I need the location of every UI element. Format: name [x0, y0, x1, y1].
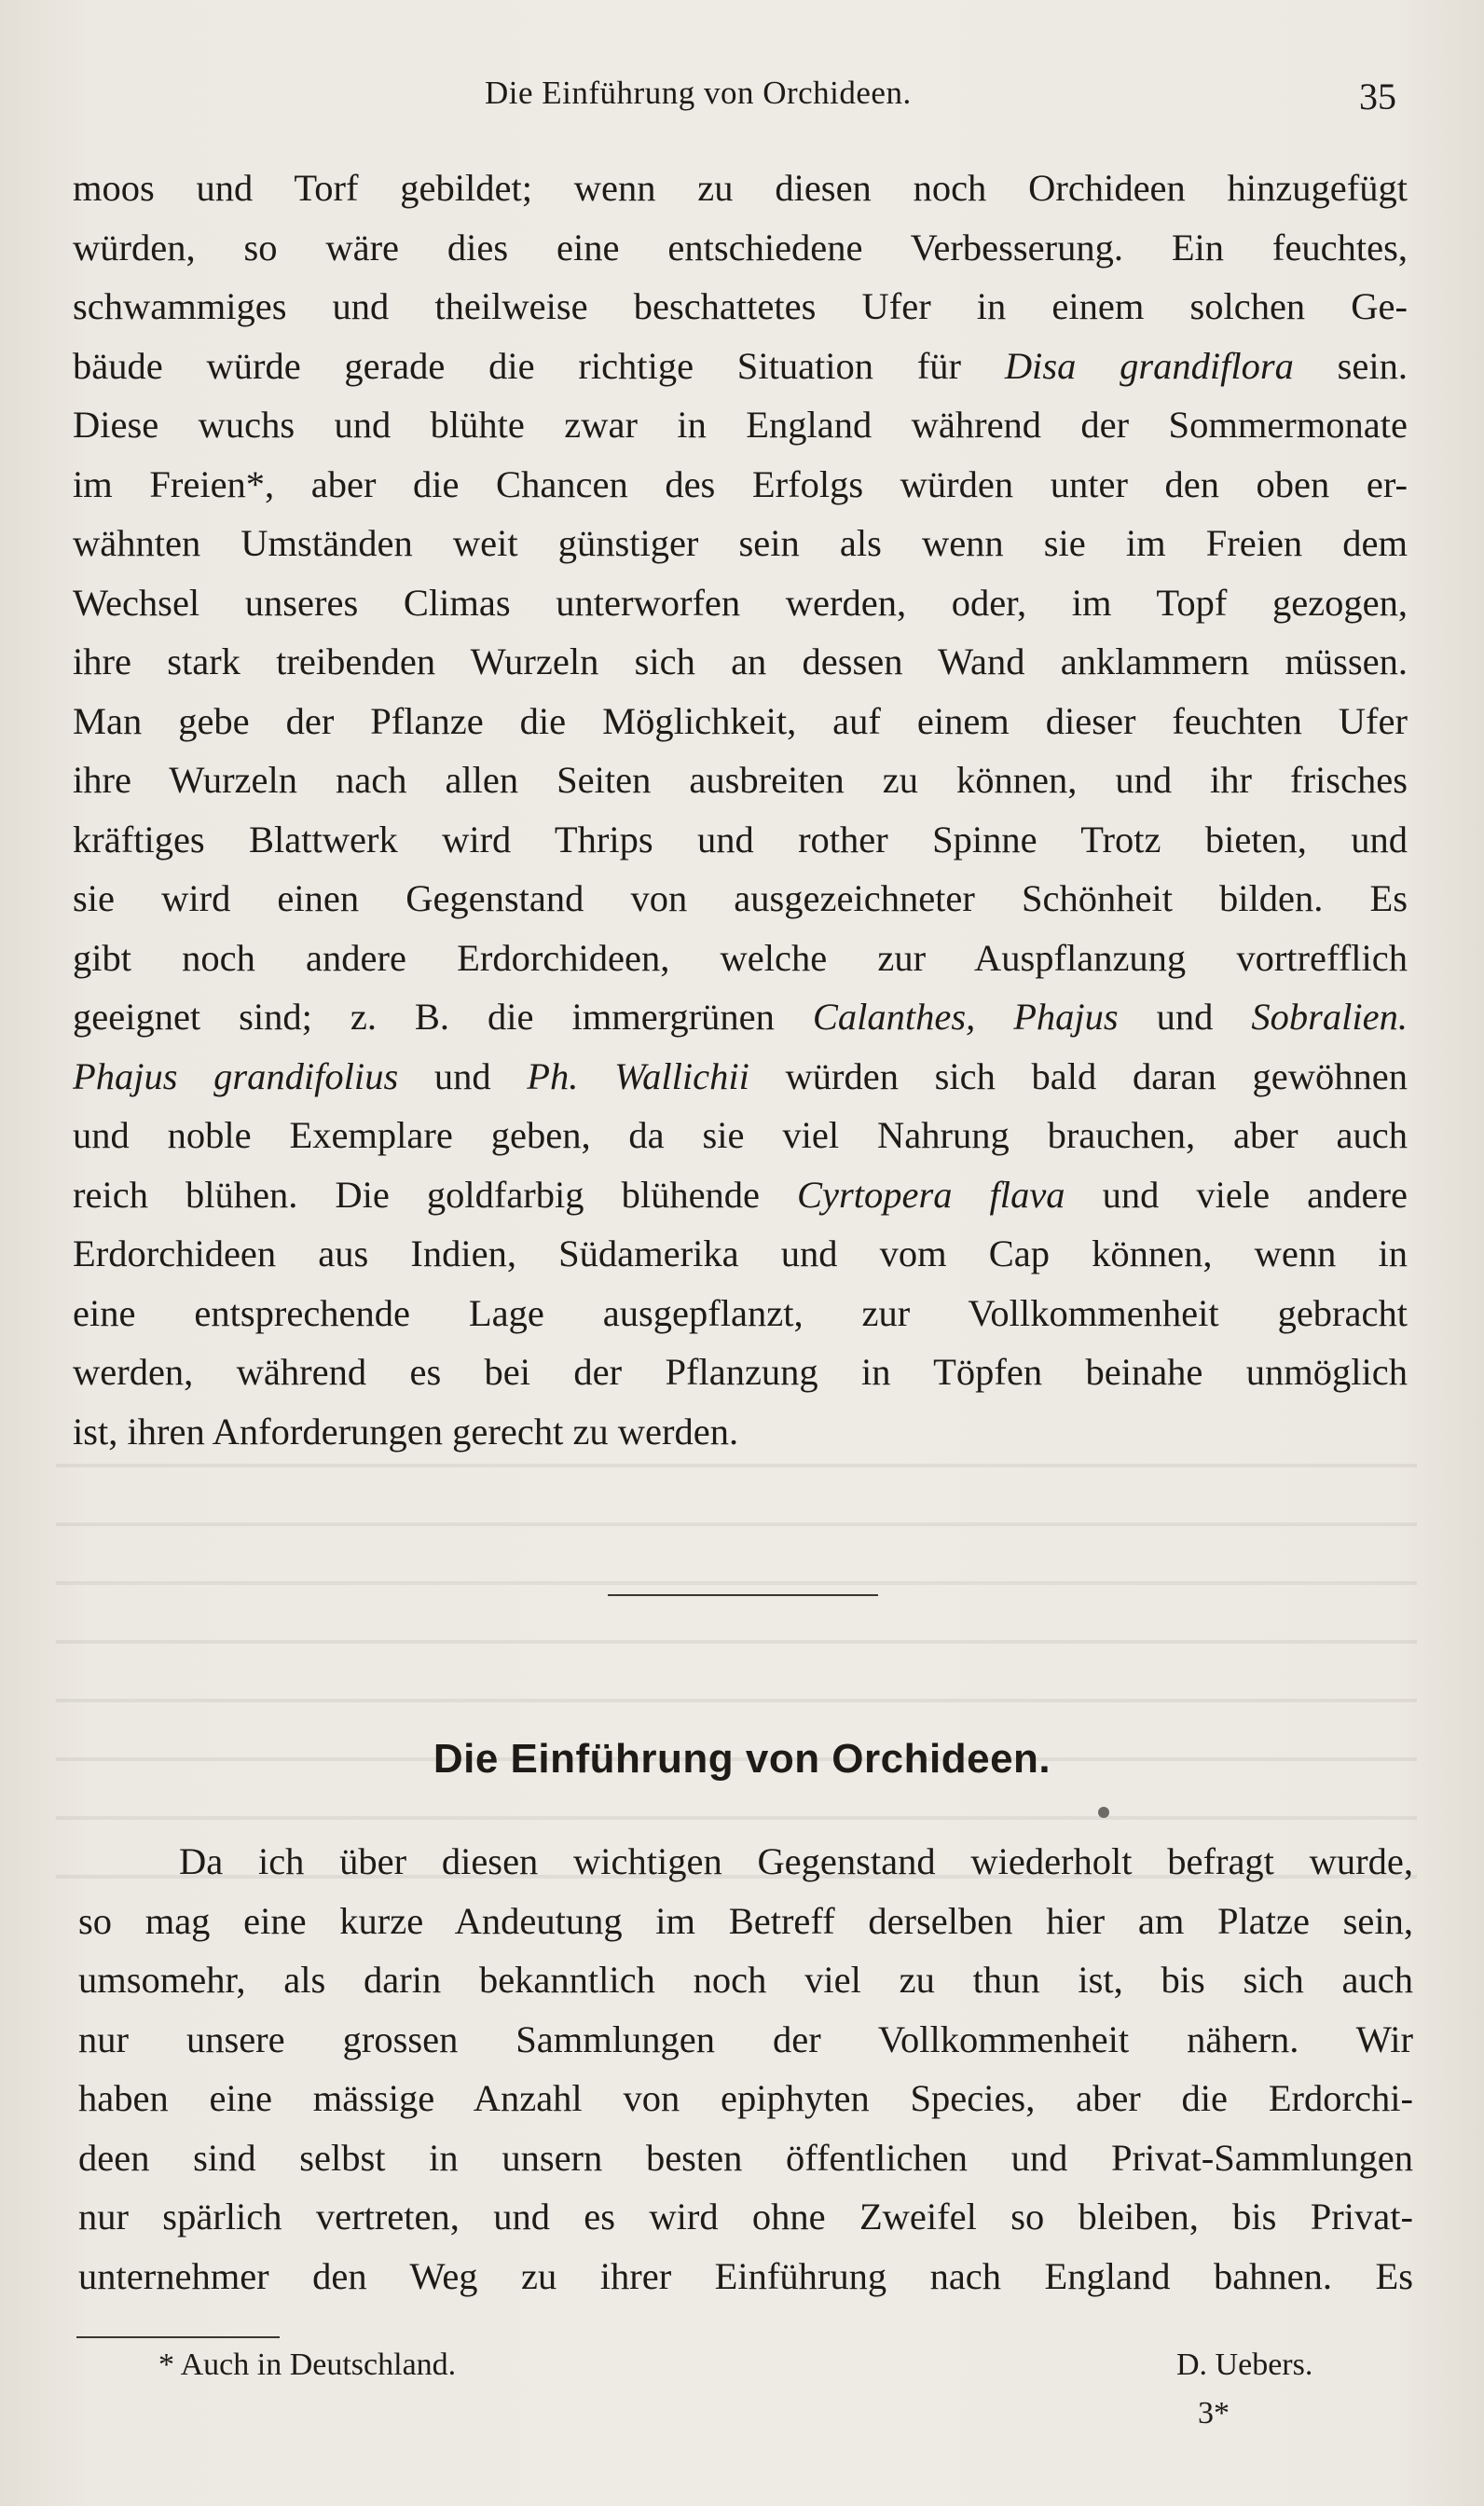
text-run: ihre Wurzeln nach allen Seiten ausbreiten zu können, und ihr frisches	[73, 759, 1408, 801]
text-run: umsomehr, als darin bekanntlich noch viel zu thun ist, bis sich auch	[78, 1959, 1413, 2001]
text-run: reich blühen. Die goldfarbig blühende	[73, 1173, 798, 1216]
text-line	[73, 1342, 1408, 1402]
text-line	[78, 1892, 1413, 1951]
text-run: geeignet sind; z. B. die immergrünen	[73, 996, 813, 1038]
running-head	[0, 75, 1484, 121]
text-line	[73, 1106, 1408, 1165]
footnote-rule	[76, 2336, 280, 2338]
text-line	[73, 1047, 1408, 1107]
text-line	[73, 632, 1408, 692]
text-line	[73, 1165, 1408, 1225]
text-run: gibt noch andere Erdorchideen, welche zur Auspflanzung vortrefflich	[73, 936, 1408, 979]
text-line	[73, 750, 1408, 810]
text-run: eine entsprechende Lage ausgepflanzt, zur Vollkommenheit gebracht	[73, 1291, 1408, 1334]
text-line	[73, 1402, 1408, 1462]
text-run: würden, so wäre dies eine entschiedene Verbesserung. Ein feuchtes,	[73, 226, 1408, 268]
text-line	[78, 2187, 1413, 2247]
text-run: haben eine mässige Anzahl von epiphyten Species, aber die Erdorchi-	[78, 2077, 1413, 2119]
text-line	[73, 218, 1408, 278]
section-heading: Die Einführung von Orchideen.	[433, 1736, 1051, 1782]
text-line	[73, 158, 1408, 218]
text-line	[73, 455, 1408, 515]
text-line	[78, 1950, 1413, 2010]
text-line	[78, 1832, 1413, 1892]
text-run: wähnten Umständen weit günstiger sein als wenn sie im Freien dem	[73, 522, 1408, 564]
text-run: ihre stark treibenden Wurzeln sich an dessen Wand anklammern müssen.	[73, 640, 1408, 682]
text-line	[73, 810, 1408, 870]
species-name: Disa grandiflora	[1004, 344, 1294, 387]
text-line	[78, 2128, 1413, 2188]
paragraph-introduction	[78, 1832, 1413, 2306]
text-line	[73, 987, 1408, 1047]
text-run: ist, ihren Anforderungen gerecht zu werden.	[73, 1410, 739, 1453]
text-run: Wechsel unseres Climas unterworfen werden, oder, im Topf gezogen,	[73, 581, 1408, 624]
text-run: Erdorchideen aus Indien, Südamerika und vom Cap können, wenn in	[73, 1232, 1408, 1274]
text-line	[73, 573, 1408, 633]
text-run: kräftiges Blattwerk wird Thrips und rother Spinne Trotz bieten, und	[73, 818, 1408, 861]
page-number: 35	[1359, 76, 1396, 117]
text-line	[73, 692, 1408, 751]
text-run: Da ich über diesen wichtigen Gegenstand wiederholt befragt wurde,	[179, 1840, 1413, 1882]
paragraph-continued	[73, 158, 1408, 1461]
text-line	[78, 2010, 1413, 2070]
text-run: und	[1118, 996, 1252, 1038]
species-name: Ph. Wallichii	[527, 1054, 749, 1097]
text-line	[78, 2247, 1413, 2306]
text-run: und noble Exemplare geben, da sie viel Nahrung brauchen, aber auch	[73, 1114, 1408, 1156]
text-line	[73, 869, 1408, 929]
text-run: so mag eine kurze Andeutung im Betreff derselben hier am Platze sein,	[78, 1899, 1413, 1942]
text-run: nur spärlich vertreten, und es wird ohne Zweifel so bleiben, bis Privat-	[78, 2196, 1413, 2238]
footnote-text: * Auch in Deutschland.	[158, 2348, 457, 2382]
text-line	[73, 1284, 1408, 1343]
species-name: Cyrtopera flava	[797, 1173, 1065, 1216]
text-run: werden, während es bei der Pflanzung in Töpfen beinahe unmöglich	[73, 1351, 1408, 1393]
text-line	[73, 395, 1408, 455]
text-run: nur unsere grossen Sammlungen der Vollkommenheit nähern. Wir	[78, 2017, 1413, 2060]
text-run: deen sind selbst in unsern besten öffentlichen und Privat-Sammlungen	[78, 2136, 1413, 2179]
species-name: Phajus grandifolius	[73, 1054, 399, 1097]
text-run: moos und Torf gebildet; wenn zu diesen noch Orchideen hinzugefügt	[73, 167, 1408, 209]
species-name: Calanthes, Phajus	[812, 996, 1119, 1038]
running-title: Die Einführung von Orchideen.	[485, 75, 912, 111]
text-run: und viele andere	[1065, 1173, 1408, 1216]
species-name: Sobralien.	[1251, 996, 1408, 1038]
text-run: schwammiges und theilweise beschattetes Ufer in einem solchen Ge-	[73, 285, 1408, 327]
text-run: würden sich bald daran gewöhnen	[749, 1054, 1408, 1097]
footnote-attribution: D. Uebers.	[1176, 2348, 1313, 2382]
text-line	[78, 2069, 1413, 2128]
text-run: unternehmer den Weg zu ihrer Einführung nach England bahnen. Es	[78, 2254, 1413, 2297]
text-run: Man gebe der Pflanze die Möglichkeit, auf einem dieser feuchten Ufer	[73, 699, 1408, 742]
text-run: im Freien*, aber die Chancen des Erfolgs würden unter den oben er-	[73, 462, 1408, 505]
print-spot	[1098, 1807, 1109, 1818]
text-run: sie wird einen Gegenstand von ausgezeichneter Schönheit bilden. Es	[73, 877, 1408, 919]
text-line	[73, 1224, 1408, 1284]
signature-mark: 3*	[1198, 2396, 1230, 2430]
text-line	[73, 277, 1408, 337]
text-run: und	[398, 1054, 528, 1097]
text-line	[73, 337, 1408, 396]
text-line	[73, 514, 1408, 573]
text-run: Diese wuchs und blühte zwar in England während der Sommermonate	[73, 404, 1408, 446]
text-run: sein.	[1293, 344, 1408, 387]
section-separator-rule	[608, 1594, 878, 1596]
text-run: bäude würde gerade die richtige Situation für	[73, 344, 1005, 387]
text-line	[73, 929, 1408, 988]
